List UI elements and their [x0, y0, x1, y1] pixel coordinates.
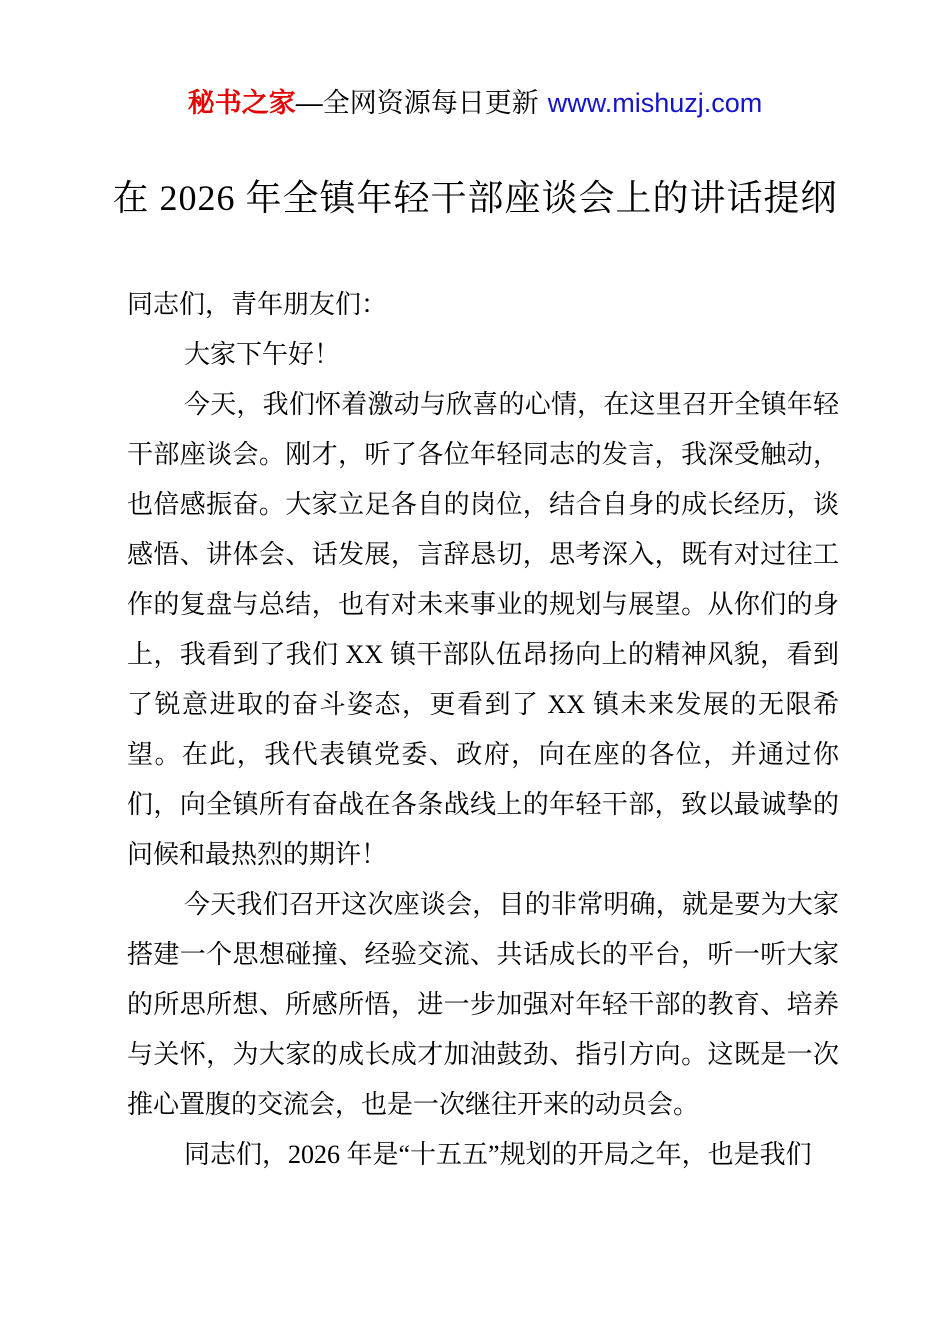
site-tagline: —全网资源每日更新 — [295, 88, 539, 118]
paragraph: 今天我们召开这次座谈会，目的非常明确，就是要为大家搭建一个思想碰撞、经验交流、共话成长的平台，听一听大家的所思所想、所感所悟，进一步加强对年轻干部的教育、培养与关怀，为大家的成长成才加油鼓劲、指引方向。这既是一次推心置腹的交流会，也是一次继往开来的动员会。 — [127, 890, 839, 1119]
site-header — [0, 0, 950, 118]
document-body — [127, 280, 839, 1180]
paragraph: 今天，我们怀着激动与欣喜的心情，在这里召开全镇年轻干部座谈会。刚才，听了各位年轻同志的发言，我深受触动，也倍感振奋。大家立足各自的岗位，结合自身的成长经历，谈感悟、讲体会、话发展，言辞恳切，思考深入，既有对过往工作的复盘与总结，也有对未来事业的规划与展望。从你们的身上，我看到了我们 XX 镇干部队伍昂扬向上的精神风貌，看到了锐意进取的奋斗姿态，更看到了 XX 镇未来发展的无限希望。在此，我代表镇党委、政府，向在座的各位，并通过你们，向全镇所有奋战在各条战线上的年轻干部，致以最诚挚的问候和最热烈的期许！ — [127, 390, 839, 869]
page-title: 在 2026 年全镇年轻干部座谈会上的讲话提纲 — [112, 178, 838, 218]
site-brand: 秘书之家 — [187, 88, 296, 118]
site-url-link[interactable]: www.mishuzj.com — [547, 88, 763, 118]
paragraph: 同志们，青年朋友们： — [127, 290, 388, 319]
paragraph: 同志们，2026 年是“十五五”规划的开局之年，也是我们 — [184, 1140, 812, 1169]
paragraph: 大家下午好！ — [184, 340, 341, 369]
